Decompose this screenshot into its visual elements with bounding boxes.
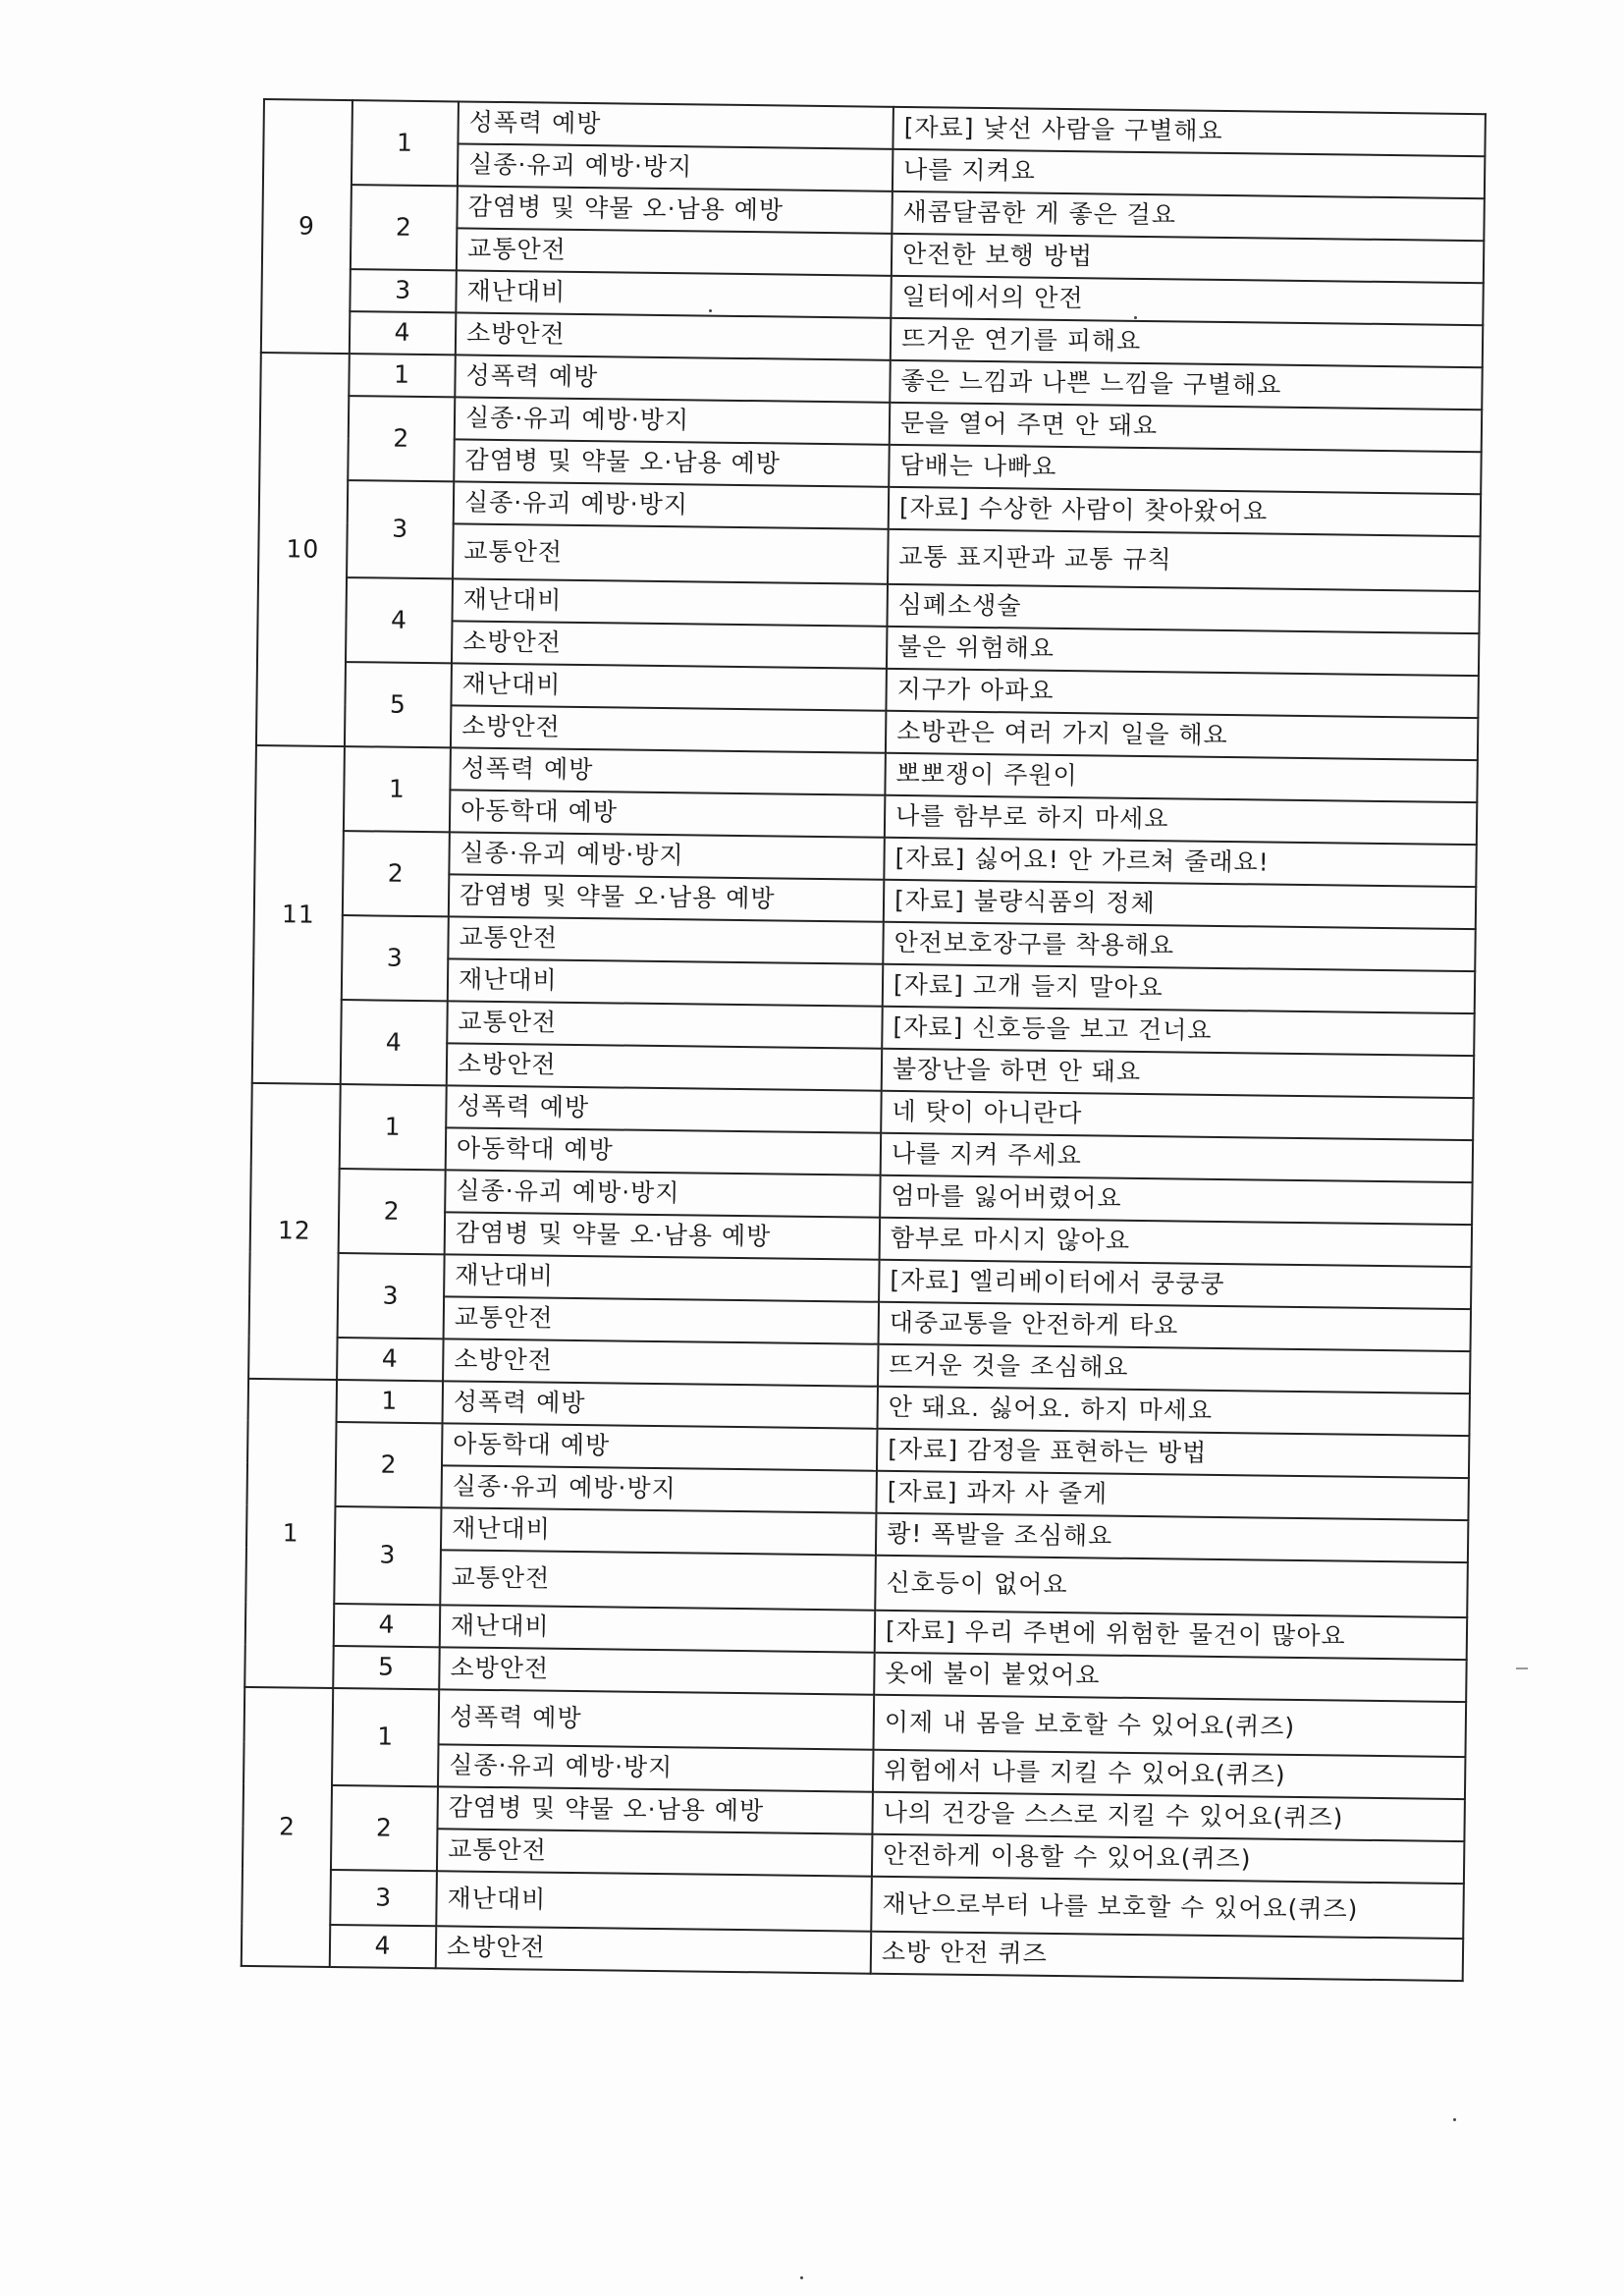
category-cell: 소방안전 xyxy=(451,705,886,752)
lesson-title-cell: 뜨거운 연기를 피해요 xyxy=(891,318,1483,367)
week-cell: 3 xyxy=(350,269,457,312)
month-cell: 10 xyxy=(256,353,350,746)
lesson-title-cell: 이제 내 몸을 보호할 수 있어요(퀴즈) xyxy=(874,1695,1467,1757)
table-row xyxy=(263,99,1485,156)
scan-speck xyxy=(800,2276,803,2279)
category-cell: 교통안전 xyxy=(440,1550,876,1610)
category-cell: 아동학대 예방 xyxy=(450,790,885,837)
week-cell: 3 xyxy=(347,480,454,578)
category-cell: 교통안전 xyxy=(444,1296,879,1343)
category-cell: 실종·유괴 예방·방지 xyxy=(449,832,884,879)
lesson-title-cell: 담배는 나빠요 xyxy=(889,445,1481,494)
week-cell: 4 xyxy=(346,577,453,663)
week-cell: 2 xyxy=(348,396,455,481)
category-cell: 성폭력 예방 xyxy=(455,355,890,402)
category-cell: 성폭력 예방 xyxy=(446,1085,881,1132)
category-cell: 감염병 및 약물 오·남용 예방 xyxy=(449,874,884,921)
week-cell: 4 xyxy=(334,1604,441,1647)
week-cell: 3 xyxy=(338,1253,445,1339)
lesson-title-cell: 쾅! 폭발을 조심해요 xyxy=(876,1513,1468,1562)
lesson-title-cell: 뽀뽀쟁이 주원이 xyxy=(885,753,1477,802)
lesson-title-cell: 함부로 마시지 않아요 xyxy=(880,1218,1472,1267)
category-cell: 소방안전 xyxy=(443,1339,878,1386)
category-cell: 소방안전 xyxy=(456,312,891,359)
lesson-title-cell: [자료] 수상한 사람이 찾아왔어요 xyxy=(889,487,1481,536)
lesson-title-cell: 엄마를 잃어버렸어요 xyxy=(880,1175,1472,1225)
lesson-title-cell: 대중교통을 안전하게 타요 xyxy=(879,1302,1471,1351)
week-cell: 3 xyxy=(342,915,449,1001)
category-cell: 재난대비 xyxy=(448,958,883,1006)
week-cell: 4 xyxy=(330,1925,437,1968)
month-cell: 1 xyxy=(244,1379,337,1688)
category-cell: 교통안전 xyxy=(453,523,889,583)
week-cell: 3 xyxy=(334,1506,441,1605)
month-cell: 9 xyxy=(261,99,352,354)
lesson-title-cell: 문을 열어 주면 안 돼요 xyxy=(890,403,1482,452)
week-cell: 1 xyxy=(349,354,456,397)
category-cell: 재난대비 xyxy=(453,578,888,626)
lesson-title-cell: 일터에서의 안전 xyxy=(891,276,1483,325)
lesson-title-cell: [자료] 우리 주변에 위험한 물건이 많아요 xyxy=(875,1611,1467,1660)
lesson-title-cell: 심폐소생술 xyxy=(887,584,1479,633)
week-cell: 1 xyxy=(340,1084,447,1170)
category-cell: 교통안전 xyxy=(447,1001,882,1048)
week-cell: 2 xyxy=(335,1422,442,1507)
category-cell: 재난대비 xyxy=(441,1507,876,1555)
category-cell: 감염병 및 약물 오·남용 예방 xyxy=(445,1212,880,1259)
lesson-title-cell: 나를 지켜요 xyxy=(893,149,1485,198)
category-cell: 소방안전 xyxy=(452,621,887,668)
week-cell: 1 xyxy=(344,746,451,832)
lesson-title-cell: 안전한 보행 방법 xyxy=(892,234,1484,283)
lesson-title-cell: 불장난을 하면 안 돼요 xyxy=(882,1049,1474,1098)
month-cell: 2 xyxy=(242,1687,333,1967)
lesson-title-cell: 좋은 느낌과 나쁜 느낌을 구별해요 xyxy=(890,360,1482,410)
scan-speck xyxy=(1453,2118,1456,2121)
lesson-title-cell: 소방관은 여러 가지 일을 해요 xyxy=(886,711,1478,760)
category-cell: 아동학대 예방 xyxy=(442,1423,877,1470)
lesson-title-cell: 위험에서 나를 지킬 수 있어요(퀴즈) xyxy=(873,1750,1465,1799)
category-cell: 실종·유괴 예방·방지 xyxy=(445,1170,880,1217)
week-cell: 3 xyxy=(330,1870,437,1926)
lesson-title-cell: 안 돼요. 싫어요. 하지 마세요 xyxy=(877,1387,1469,1436)
week-cell: 4 xyxy=(341,1000,448,1085)
month-cell: 11 xyxy=(252,745,345,1084)
category-cell: 소방안전 xyxy=(447,1043,882,1090)
lesson-title-cell: 나를 지켜 주세요 xyxy=(881,1133,1473,1182)
lesson-title-cell: [자료] 과자 사 줄게 xyxy=(876,1471,1468,1520)
lesson-title-cell: 안전보호장구를 착용해요 xyxy=(883,922,1475,971)
category-cell: 재난대비 xyxy=(456,270,891,317)
lesson-title-cell: 불은 위험해요 xyxy=(887,627,1479,676)
lesson-title-cell: [자료] 싫어요! 안 가르쳐 줄래요! xyxy=(884,838,1476,887)
lesson-title-cell: 재난으로부터 나를 보호할 수 있어요(퀴즈) xyxy=(871,1877,1464,1939)
month-cell: 12 xyxy=(248,1083,341,1380)
week-cell: 2 xyxy=(331,1785,438,1871)
category-cell: 실종·유괴 예방·방지 xyxy=(454,481,889,528)
schedule-body xyxy=(242,99,1486,1981)
lesson-title-cell: 지구가 아파요 xyxy=(886,669,1478,718)
week-cell: 2 xyxy=(351,185,458,270)
week-cell: 2 xyxy=(343,831,450,916)
category-cell: 소방안전 xyxy=(439,1647,874,1694)
lesson-title-cell: [자료] 신호등을 보고 건너요 xyxy=(882,1007,1474,1056)
category-cell: 교통안전 xyxy=(457,228,892,275)
category-cell: 실종·유괴 예방·방지 xyxy=(455,397,890,444)
week-cell: 1 xyxy=(332,1688,439,1786)
lesson-title-cell: 나를 함부로 하지 마세요 xyxy=(885,795,1477,845)
category-cell: 감염병 및 약물 오·남용 예방 xyxy=(454,439,889,486)
lesson-title-cell: 뜨거운 것을 조심해요 xyxy=(878,1344,1470,1394)
week-cell: 2 xyxy=(339,1169,446,1254)
week-cell: 1 xyxy=(337,1380,444,1423)
category-cell: 소방안전 xyxy=(436,1926,871,1973)
category-cell: 성폭력 예방 xyxy=(450,747,885,794)
category-cell: 교통안전 xyxy=(437,1829,872,1876)
category-cell: 실종·유괴 예방·방지 xyxy=(438,1744,873,1791)
scan-speck xyxy=(1134,316,1137,319)
week-cell: 5 xyxy=(345,662,452,747)
scan-mark xyxy=(1516,1667,1528,1669)
safety-education-schedule-table xyxy=(241,98,1487,1982)
category-cell: 성폭력 예방 xyxy=(443,1381,878,1428)
category-cell: 재난대비 xyxy=(440,1605,875,1652)
category-cell: 교통안전 xyxy=(448,916,883,963)
scan-speck xyxy=(709,309,712,312)
category-cell: 실종·유괴 예방·방지 xyxy=(458,143,893,191)
category-cell: 감염병 및 약물 오·남용 예방 xyxy=(457,186,892,233)
lesson-title-cell: [자료] 감정을 표현하는 방법 xyxy=(877,1429,1469,1478)
category-cell: 재난대비 xyxy=(436,1871,872,1931)
lesson-title-cell: [자료] 불량식품의 정체 xyxy=(884,880,1476,929)
week-cell: 4 xyxy=(337,1338,444,1381)
category-cell: 성폭력 예방 xyxy=(458,101,893,148)
lesson-title-cell: 교통 표지판과 교통 규칙 xyxy=(888,529,1481,591)
category-cell: 재난대비 xyxy=(451,663,886,710)
category-cell: 감염병 및 약물 오·남용 예방 xyxy=(437,1786,872,1833)
lesson-title-cell: 네 탓이 아니란다 xyxy=(881,1091,1473,1140)
week-cell: 5 xyxy=(333,1646,440,1689)
category-cell: 실종·유괴 예방·방지 xyxy=(441,1465,876,1512)
lesson-title-cell: [자료] 고개 들지 말아요 xyxy=(883,964,1475,1013)
lesson-title-cell: [자료] 낯선 사람을 구별해요 xyxy=(893,107,1485,156)
category-cell: 아동학대 예방 xyxy=(446,1127,881,1175)
lesson-title-cell: 안전하게 이용할 수 있어요(퀴즈) xyxy=(872,1834,1464,1884)
lesson-title-cell: [자료] 엘리베이터에서 쿵쿵쿵 xyxy=(879,1260,1471,1309)
lesson-title-cell: 나의 건강을 스스로 지킬 수 있어요(퀴즈) xyxy=(872,1792,1464,1841)
category-cell: 성폭력 예방 xyxy=(439,1689,875,1749)
week-cell: 4 xyxy=(350,311,457,355)
lesson-title-cell: 신호등이 없어요 xyxy=(875,1556,1468,1617)
category-cell: 재난대비 xyxy=(444,1254,879,1301)
lesson-title-cell: 옷에 불이 붙었어요 xyxy=(874,1653,1466,1702)
week-cell: 1 xyxy=(352,100,459,186)
lesson-title-cell: 소방 안전 퀴즈 xyxy=(871,1932,1463,1981)
lesson-title-cell: 새콤달콤한 게 좋은 걸요 xyxy=(892,191,1484,241)
